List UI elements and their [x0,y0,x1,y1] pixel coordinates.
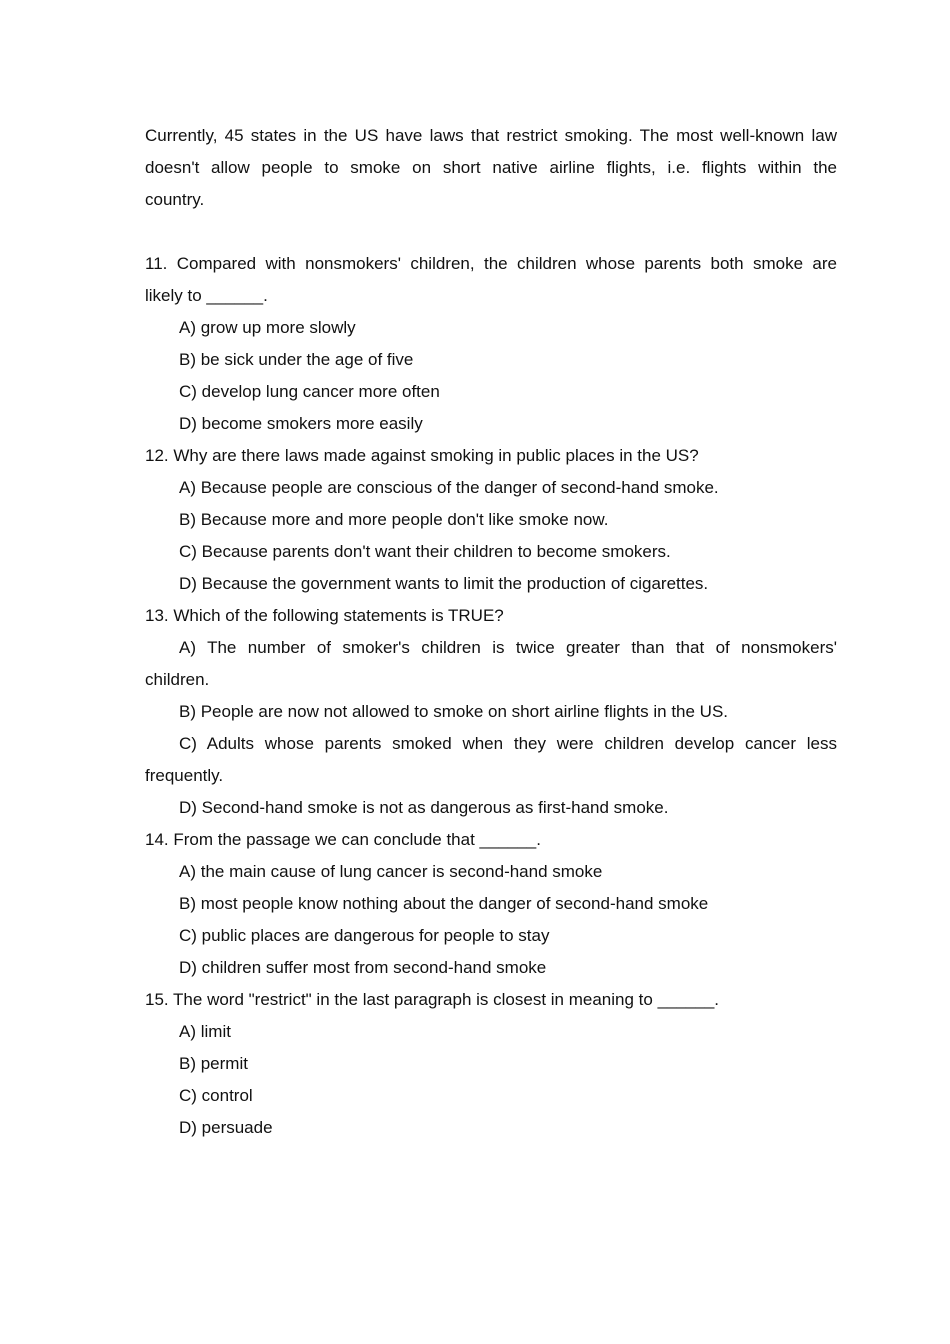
question-stem: likely to ______. [145,286,268,305]
option-c-continued: frequently. [145,766,224,785]
option-d: D) children suffer most from second-hand smoke [179,958,547,977]
question-15 [145,984,837,1144]
option-c: C) Because parents don't want their children to become smokers. [179,542,671,561]
question-stem: 13. Which of the following statements is TRUE? [145,606,504,625]
option-c: C) Adults whose parents smoked when they were children develop cancer less [179,734,837,753]
option-a: A) limit [179,1022,231,1041]
passage-line: country. [145,190,205,209]
option-b: B) most people know nothing about the danger of second-hand smoke [179,894,709,913]
question-stem: 12. Why are there laws made against smoking in public places in the US? [145,446,699,465]
option-a: A) grow up more slowly [179,318,356,337]
passage-line: doesn't allow people to smoke on short native airline flights, i.e. flights within the [145,158,837,177]
option-b: B) permit [179,1054,248,1073]
passage-paragraph [145,120,837,216]
option-c: C) public places are dangerous for people to stay [179,926,550,945]
question-13 [145,600,837,824]
question-11 [145,248,837,440]
question-stem: 14. From the passage we can conclude that ______. [145,830,541,849]
option-c: C) control [179,1086,253,1105]
option-a: A) The number of smoker's children is twice greater than that of nonsmokers' [179,638,837,657]
question-stem: 11. Compared with nonsmokers' children, the children whose parents both smoke are [145,254,837,273]
option-c: C) develop lung cancer more often [179,382,440,401]
option-a: A) the main cause of lung cancer is second-hand smoke [179,862,603,881]
option-a-continued: children. [145,670,210,689]
option-d: D) Because the government wants to limit the production of cigarettes. [179,574,709,593]
option-b: B) be sick under the age of five [179,350,414,369]
option-d: D) become smokers more easily [179,414,423,433]
passage-line: Currently, 45 states in the US have laws that restrict smoking. The most well-known law [145,126,837,145]
question-12 [145,440,837,600]
option-a: A) Because people are conscious of the danger of second-hand smoke. [179,478,719,497]
question-stem: 15. The word "restrict" in the last paragraph is closest in meaning to ______. [145,990,720,1009]
question-14 [145,824,837,984]
option-b: B) Because more and more people don't like smoke now. [179,510,609,529]
paragraph-gap [145,216,837,248]
option-d: D) persuade [179,1118,273,1137]
option-d: D) Second-hand smoke is not as dangerous as first-hand smoke. [179,798,669,817]
option-b: B) People are now not allowed to smoke on short airline flights in the US. [179,702,729,721]
document-page [145,120,837,1144]
